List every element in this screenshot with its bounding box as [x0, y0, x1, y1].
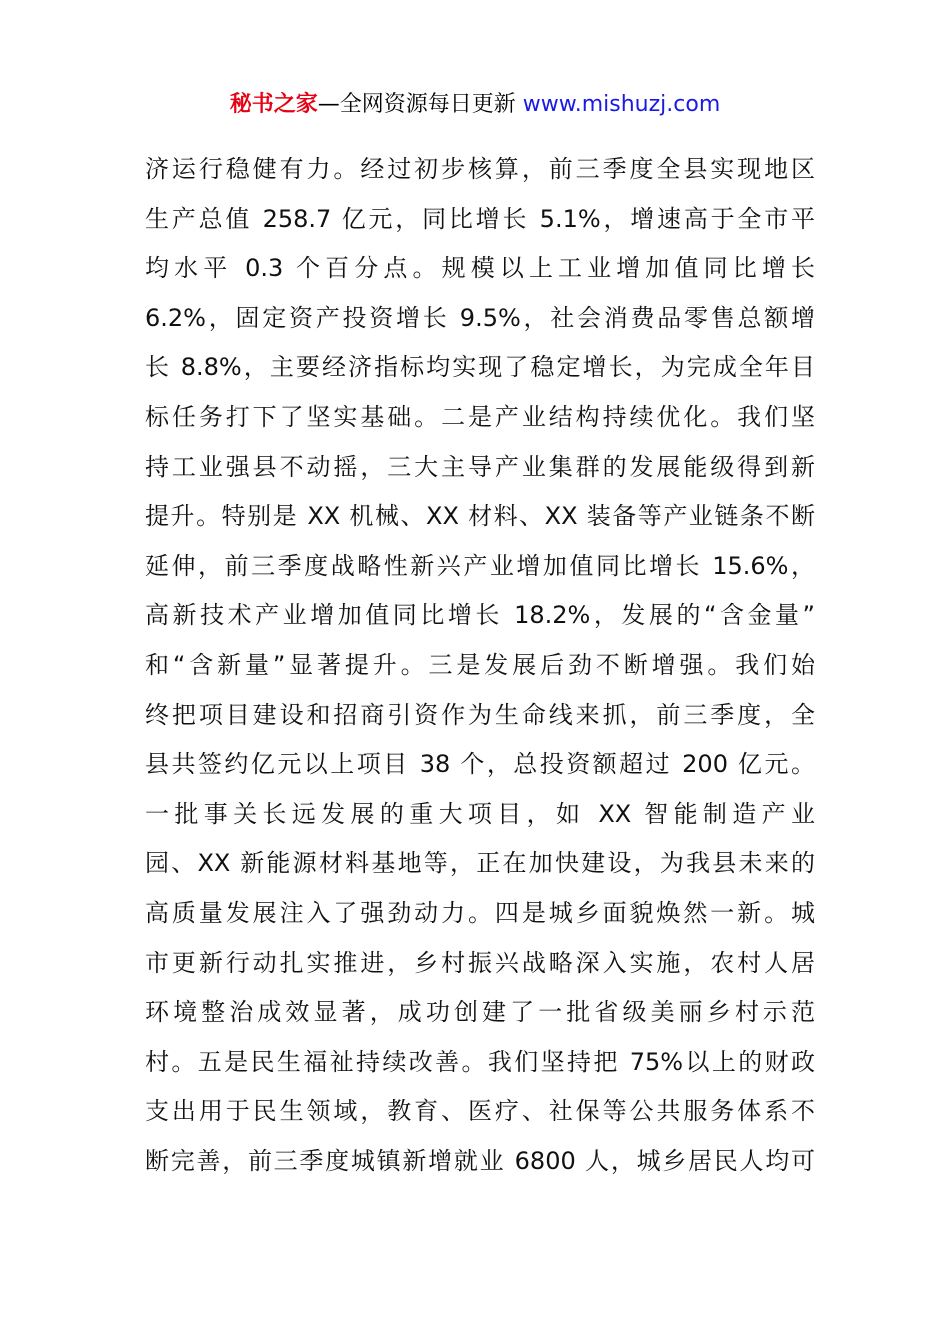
text-line: 县共签约亿元以上项目 38 个，总投资额超过 200 亿元。: [145, 750, 815, 779]
text-line: 延伸，前三季度战略性新兴产业增加值同比增长 15.6%，: [145, 551, 815, 580]
brand-name: 秘书之家: [229, 92, 318, 117]
text-line: 长 8.8%，主要经济指标均实现了稳定增长，为完成全年目: [145, 353, 815, 382]
text-line: 高新技术产业增加值同比增长 18.2%，发展的“含金量”: [145, 601, 815, 630]
text-line: 均水平 0.3 个百分点。规模以上工业增加值同比增长: [145, 254, 815, 283]
text-line: 园、XX 新能源材料基地等，正在加快建设，为我县未来的: [145, 849, 815, 878]
text-line: 标任务打下了坚实基础。二是产业结构持续优化。我们坚: [145, 402, 815, 431]
text-line: 提升。特别是 XX 机械、XX 材料、XX 装备等产业链条不断: [145, 502, 815, 531]
text-line: 市更新行动扎实推进，乡村振兴战略深入实施，农村人居: [145, 948, 815, 977]
text-line: 和“含新量”显著提升。三是发展后劲不断增强。我们始: [145, 650, 815, 679]
text-line: 断完善，前三季度城镇新增就业 6800 人，城乡居民人均可: [145, 1146, 815, 1175]
text-line: 一批事关长远发展的重大项目，如 XX 智能制造产业: [145, 799, 815, 828]
text-line: 生产总值 258.7 亿元，同比增长 5.1%，增速高于全市平: [145, 204, 815, 233]
text-line: 6.2%，固定资产投资增长 9.5%，社会消费品零售总额增: [145, 303, 815, 332]
header-tagline: —全网资源每日更新: [317, 92, 523, 117]
text-line: 终把项目建设和招商引资作为生命线来抓，前三季度，全: [145, 700, 815, 729]
site-url-link[interactable]: www.mishuzj.com: [522, 92, 721, 117]
text-line: 村。五是民生福祉持续改善。我们坚持把 75%以上的财政: [145, 1047, 815, 1076]
text-line: 支出用于民生领域，教育、医疗、社保等公共服务体系不: [145, 1097, 815, 1126]
document-body: [145, 145, 815, 1186]
text-line: 济运行稳健有力。经过初步核算，前三季度全县实现地区: [145, 155, 815, 183]
text-line: 高质量发展注入了强劲动力。四是城乡面貌焕然一新。城: [145, 898, 815, 927]
text-line: 持工业强县不动摇，三大主导产业集群的发展能级得到新: [145, 452, 815, 481]
text-line: 环境整治成效显著，成功创建了一批省级美丽乡村示范: [145, 998, 815, 1027]
page-header: [0, 88, 950, 122]
